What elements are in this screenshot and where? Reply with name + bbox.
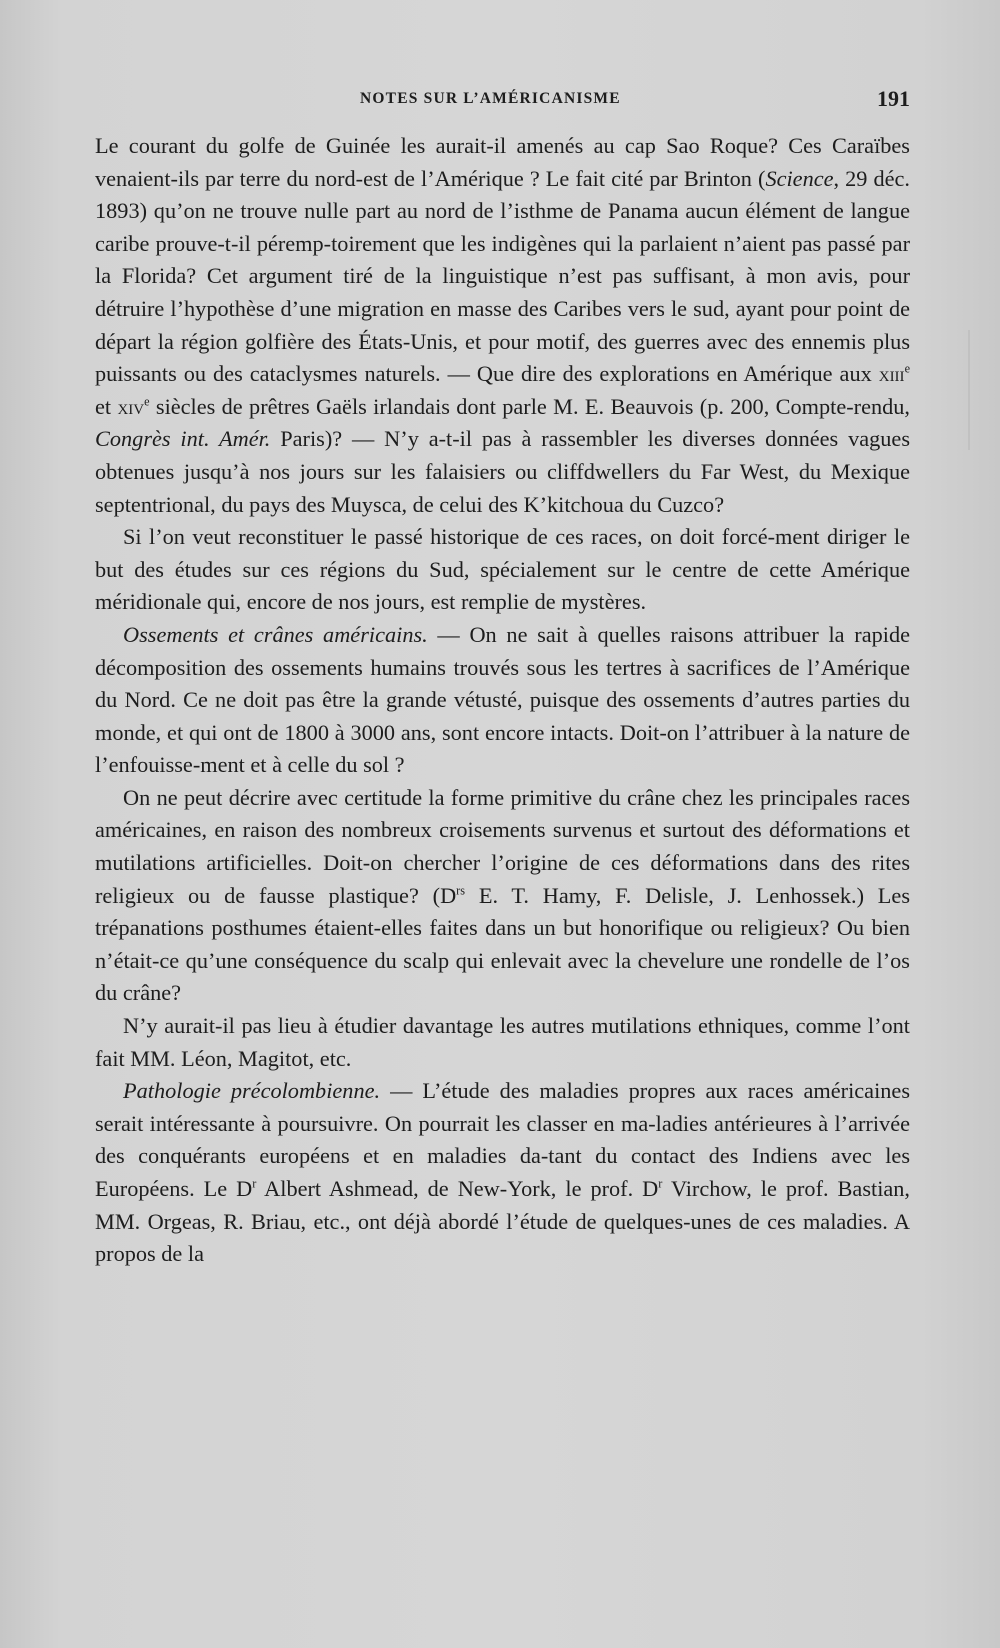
superscript: e bbox=[904, 361, 910, 376]
century-numeral: xiv bbox=[117, 394, 145, 419]
page-edge-shadow bbox=[968, 330, 970, 450]
text-run: Albert Ashmead, de New-York, le prof. D bbox=[256, 1176, 659, 1201]
text-run: — L’étude des maladies propres aux races américaines serait intéressante à poursuivre. On pourrait les classer en ma-ladies antérieures à l’arrivée des conquérants européens et en maladies da-tant du contact des Indiens avec les Européens. Le D bbox=[95, 1078, 910, 1201]
text-run: et bbox=[95, 393, 118, 419]
superscript: r bbox=[252, 1176, 257, 1191]
paragraph-pathologie bbox=[95, 1075, 910, 1271]
page-header bbox=[95, 86, 910, 116]
text-run: — On ne sait à quelles raisons attribuer la rapide décomposition des ossements humains trouvés sous les tertres à sacrifices de l’Amérique du Nord. Ce ne doit pas être la grande vétusté, puisque des ossements d’autres parties du monde, et qui ont de 1800 à 3000 ans, sont encore intacts. Doit-on l’attribuer à la nature de l’enfouisse-ment et à celle du sol ? bbox=[95, 621, 910, 778]
superscript: e bbox=[144, 394, 150, 409]
text-run: E. T. Hamy, F. Delisle, J. Lenhossek.) Les trépanations posthumes étaient-elles faites dans un but honorifique ou religieux? Ou bien n’était-ce qu’une conséquence du scalp qui enlevait avec la chevelure une rondelle de l’os du crâne? bbox=[95, 882, 910, 1006]
paragraph-ossements bbox=[95, 619, 910, 782]
italic-run: Congrès int. Amér. bbox=[95, 426, 271, 452]
text-run: Virchow, le prof. Bastian, MM. Orgeas, R. Briau, etc., ont déjà abordé l’étude de quelques-unes de ces maladies. A propos de la bbox=[95, 1176, 911, 1267]
paragraph-crane bbox=[95, 782, 910, 1010]
page-number: 191 bbox=[877, 86, 910, 111]
text-run: Le courant du golfe de Guinée les aurait-il amenés au cap Sao Roque? Ces Caraïbes venaient-ils par terre du nord-est de l’Amérique ? Le fait cité par Brinton ( bbox=[95, 133, 910, 191]
text-run: Paris)? — N’y a-t-il pas à rassembler les diverses données vagues obtenues jusqu’à nos jours sur les falaisiers ou cliffdwellers du Far West, du Mexique septentrional, du pays des Muysca, de celui des K’kitchoua du Cuzco? bbox=[95, 426, 911, 517]
page-body bbox=[95, 130, 910, 1271]
section-heading-italic: Pathologie précolombienne. bbox=[123, 1078, 381, 1104]
paragraph-mutilations: N’y aurait-il pas lieu à étudier davantage les autres mutilations ethniques, comme l’ont fait MM. Léon, Magitot, etc. bbox=[95, 1013, 910, 1071]
paragraph-caraibes bbox=[95, 130, 910, 521]
century-numeral: xiii bbox=[878, 362, 905, 387]
text-run: , 29 déc. 1893) qu’on ne trouve nulle part au nord de l’isthme de Panama aucun élément de langue caribe prouve-t-il péremp-toirement que les indigènes qui la parlaient n’aient pas passé par la Florida? Cet argument tiré de la linguistique n’est pas suffisant, à mon avis, pour détruire l’hypothèse d’une migration en masse des Caribes vers le sud, ayant pour point de départ la région golfière des États-Unis, et pour motif, des guerres avec des ennemis plus puissants ou des cataclysmes naturels. — Que dire des explorations en Amérique aux bbox=[95, 165, 910, 387]
superscript: r bbox=[658, 1176, 663, 1191]
superscript: rs bbox=[456, 883, 466, 898]
section-heading-italic: Ossements et crânes américains. bbox=[123, 621, 428, 647]
italic-run: Science bbox=[765, 165, 834, 191]
paragraph-passe-historique: Si l’on veut reconstituer le passé historique de ces races, on doit forcé-ment diriger le but des études sur ces régions du Sud, spécialement sur le centre de cette Amérique méridionale qui, encore de nos jours, est remplie de mystères. bbox=[95, 524, 910, 615]
text-run: On ne peut décrire avec certitude la forme primitive du crâne chez les principales races américaines, en raison des nombreux croisements survenus et surtout des déformations et mutilations artificielles. Doit-on chercher l’origine de ces déformations dans des rites religieux ou de fausse plastique? (D bbox=[95, 784, 910, 908]
running-title: NOTES SUR L’AMÉRICANISME bbox=[360, 90, 621, 107]
text-run: siècles de prêtres Gaëls irlandais dont parle M. E. Beauvois (p. 200, Compte-rendu, bbox=[149, 393, 910, 419]
